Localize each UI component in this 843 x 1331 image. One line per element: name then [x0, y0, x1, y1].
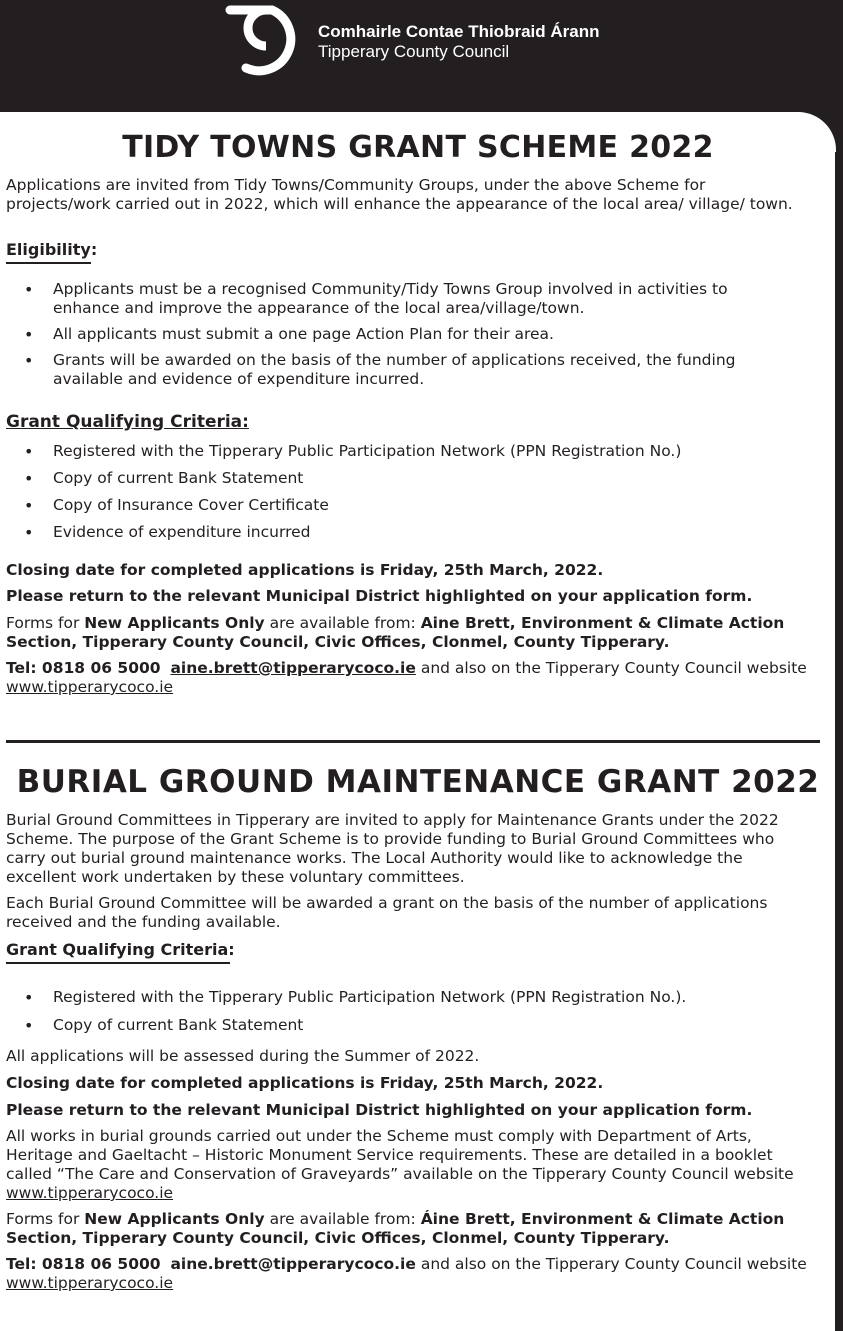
burial-criteria-heading: Grant Qualifying Criteria:: [6, 940, 235, 964]
burial-works-website-link[interactable]: www.tipperarycoco.ie: [6, 1184, 174, 1202]
burial-email-link[interactable]: aine.brett@tipperarycoco.ie: [170, 1255, 416, 1273]
notice-sheet: [0, 112, 836, 1331]
burial-assessment-note: All applications will be assessed during the Summer of 2022.: [6, 1047, 480, 1065]
council-name-english: Tipperary County Council: [318, 42, 510, 61]
tidy-email-link[interactable]: aine.brett@tipperarycoco.ie: [170, 659, 416, 677]
burial-award-note: Each Burial Ground Committee will be awarded a grant on the basis of the number of applications received and the funding available.: [6, 894, 768, 931]
tidy-towns-title: TIDY TOWNS GRANT SCHEME 2022: [122, 130, 714, 165]
list-item: • All applicants must submit a one page Action Plan for their area.: [0, 325, 800, 344]
council-name: [318, 22, 599, 62]
list-item: • Grants will be awarded on the basis of the number of applications received, the funding available and evidence of expenditure incurred.: [0, 351, 800, 389]
tidy-criteria-list: [0, 442, 800, 542]
list-item: • Evidence of expenditure incurred: [0, 523, 800, 542]
tidy-contact: Tel: 0818 06 5000 aine.brett@tipperarycoco.ie and also on the Tipperary County Council website www.tipperarycoco.ie: [6, 659, 807, 696]
burial-intro: Burial Ground Committees in Tipperary are invited to apply for Maintenance Grants under the 2022 Scheme. The purpose of the Grant Scheme is to provide funding to Burial Ground Committees who carry out burial ground maintenance works. The Local Authority would like to acknowledge the excellent work undertaken by these voluntary committees.: [6, 811, 779, 886]
list-item: • Copy of Insurance Cover Certificate: [0, 496, 800, 515]
burial-ground-title: BURIAL GROUND MAINTENANCE GRANT 2022: [16, 764, 820, 800]
eligibility-heading: Eligibility:: [6, 240, 97, 264]
burial-contact: Tel: 0818 06 5000 aine.brett@tipperarycoco.ie and also on the Tipperary County Council website www.tipperarycoco.ie: [6, 1255, 807, 1292]
burial-phone: Tel: 0818 06 5000: [6, 1255, 161, 1273]
tidy-forms-info: Forms for New Applicants Only are available from: Aine Brett, Environment & Climate Action Section, Tipperary County Council, Civic Offices, Clonmel, County Tipperary.: [6, 614, 785, 651]
burial-return-note: Please return to the relevant Municipal District highlighted on your application form.: [6, 1101, 753, 1119]
burial-works-note: All works in burial grounds carried out under the Scheme must comply with Department of Arts, Heritage and Gaeltacht – Historic Monument Service requirements. These are detailed in a booklet called “The Care and Conservation of Graveyards” available on the Tipperary County Council website www.tipperarycoco.ie: [6, 1127, 794, 1202]
list-item: • Registered with the Tipperary Public Participation Network (PPN Registration No.): [0, 442, 800, 461]
tidy-closing-date: Closing date for completed applications is Friday, 25th March, 2022.: [6, 561, 604, 579]
list-item: • Copy of current Bank Statement: [0, 469, 800, 488]
burial-forms-info: Forms for New Applicants Only are available from: Áine Brett, Environment & Climate Action Section, Tipperary County Council, Civic Offices, Clonmel, County Tipperary.: [6, 1210, 785, 1247]
tidy-website-link[interactable]: www.tipperarycoco.ie: [6, 678, 174, 696]
page-header: [0, 0, 843, 112]
burial-website-link[interactable]: www.tipperarycoco.ie: [6, 1274, 174, 1292]
council-logo-icon: [222, 0, 306, 84]
council-name-irish: Comhairle Contae Thiobraid Árann: [318, 22, 600, 41]
list-item: • Applicants must be a recognised Community/Tidy Towns Group involved in activities to enhance and improve the appearance of the local area/village/town.: [0, 280, 800, 318]
tidy-towns-intro: Applications are invited from Tidy Towns/Community Groups, under the above Scheme for projects/work carried out in 2022, which will enhance the appearance of the local area/ village/ town.: [6, 176, 793, 213]
list-item: • Registered with the Tipperary Public Participation Network (PPN Registration No.).: [0, 988, 800, 1007]
tidy-phone: Tel: 0818 06 5000: [6, 659, 161, 677]
list-item: • Copy of current Bank Statement: [0, 1016, 800, 1035]
eligibility-list: [0, 280, 800, 389]
burial-closing-date: Closing date for completed applications is Friday, 25th March, 2022.: [6, 1074, 604, 1092]
tidy-criteria-heading: Grant Qualifying Criteria:: [6, 412, 249, 432]
section-divider: [6, 740, 820, 743]
burial-criteria-list: [0, 988, 800, 1035]
tidy-return-note: Please return to the relevant Municipal District highlighted on your application form.: [6, 587, 753, 605]
